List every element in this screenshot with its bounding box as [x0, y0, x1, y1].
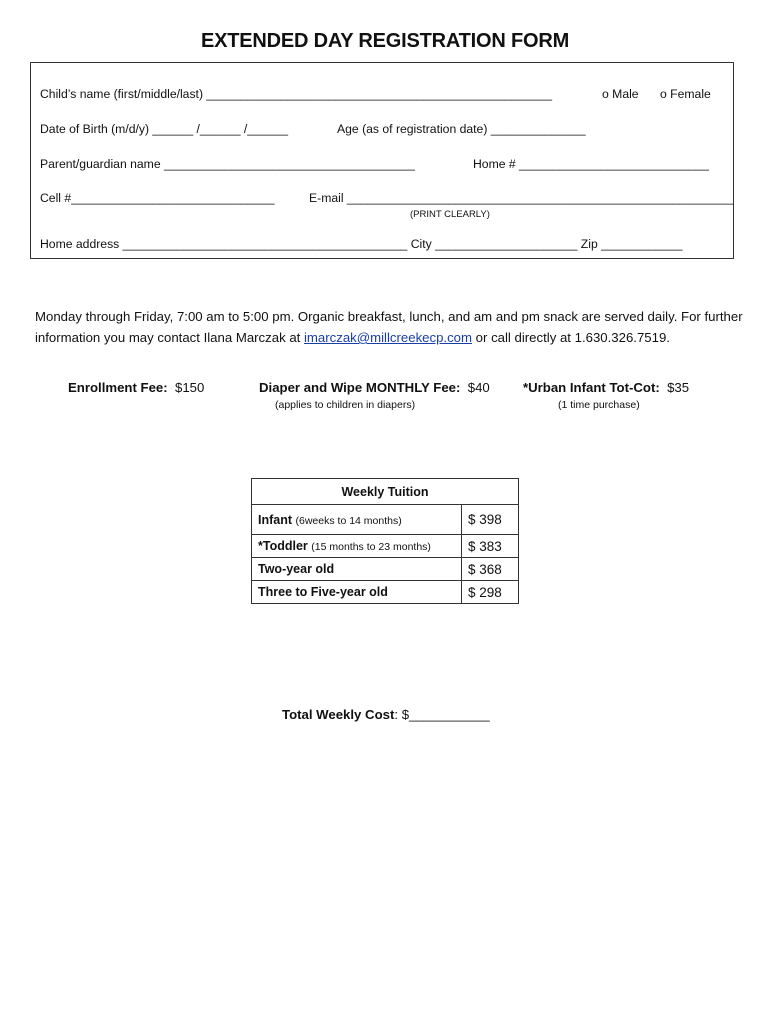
diaper-fee-note: (applies to children in diapers) — [275, 399, 416, 411]
email-field[interactable]: E-mail _________________________________________________________ — [309, 191, 734, 205]
form-title: EXTENDED DAY REGISTRATION FORM — [200, 30, 570, 52]
tuition-label: Three to Five-year old — [258, 585, 388, 599]
totcot-fee-label: *Urban Infant Tot-Cot: — [523, 380, 660, 395]
tuition-price: $ 398 — [462, 505, 519, 535]
description-phone-text: or call directly at 1.630.326.7519. — [472, 330, 670, 345]
tuition-label: Two-year old — [258, 562, 335, 576]
print-clearly-note: (PRINT CLEARLY) — [410, 209, 490, 220]
enrollment-fee-label: Enrollment Fee: — [68, 380, 168, 395]
table-row — [252, 535, 519, 558]
dob-field[interactable]: Date of Birth (m/d/y) ______ /______ /______ — [40, 122, 288, 136]
table-row — [252, 505, 519, 535]
enrollment-fee — [68, 380, 204, 395]
weekly-tuition-table — [251, 478, 519, 604]
male-option[interactable]: o Male — [602, 87, 639, 101]
totcot-fee-value: $35 — [667, 380, 690, 395]
diaper-fee — [259, 380, 490, 395]
total-label: Total Weekly Cost — [282, 707, 395, 722]
program-description — [35, 306, 745, 348]
tuition-price: $ 298 — [462, 581, 519, 604]
tuition-header: Weekly Tuition — [252, 479, 519, 505]
tuition-price: $ 383 — [462, 535, 519, 558]
diaper-fee-value: $40 — [467, 380, 490, 395]
contact-email-link[interactable]: imarczak@millcreekecp.com — [304, 330, 473, 345]
tuition-note: (6weeks to 14 months) — [295, 514, 402, 527]
totcot-fee — [523, 380, 689, 395]
home-phone-field[interactable]: Home # ____________________________ — [473, 157, 709, 171]
table-row — [252, 581, 519, 604]
tuition-label: Infant — [258, 512, 293, 527]
diaper-fee-label: Diaper and Wipe MONTHLY Fee: — [259, 380, 461, 395]
child-info-box — [30, 62, 734, 259]
child-name-field[interactable]: Child’s name (first/middle/last) ___________________________________________________ — [40, 87, 553, 101]
tuition-label: *Toddler — [258, 539, 308, 553]
enrollment-fee-value: $150 — [174, 380, 205, 395]
total-value: : $___________ — [394, 707, 490, 722]
total-weekly-cost[interactable] — [282, 707, 490, 722]
age-field[interactable]: Age (as of registration date) ______________ — [337, 122, 586, 136]
parent-name-field[interactable]: Parent/guardian name _____________________________________ — [40, 157, 415, 171]
address-field[interactable]: Home address __________________________________________ City _____________________ Zip ____________ — [40, 237, 683, 251]
description-text: Monday through Friday, 7:00 am to 5:00 pm. Organic breakfast, lunch, and am and pm snack are served daily. For further information you may contact Ilana Marczak at — [35, 309, 743, 345]
table-row — [252, 558, 519, 581]
tuition-price: $ 368 — [462, 558, 519, 581]
cell-field[interactable]: Cell #______________________________ — [40, 191, 275, 205]
totcot-fee-note: (1 time purchase) — [558, 399, 640, 411]
female-option[interactable]: o Female — [660, 87, 711, 101]
tuition-note: (15 months to 23 months) — [311, 541, 431, 553]
